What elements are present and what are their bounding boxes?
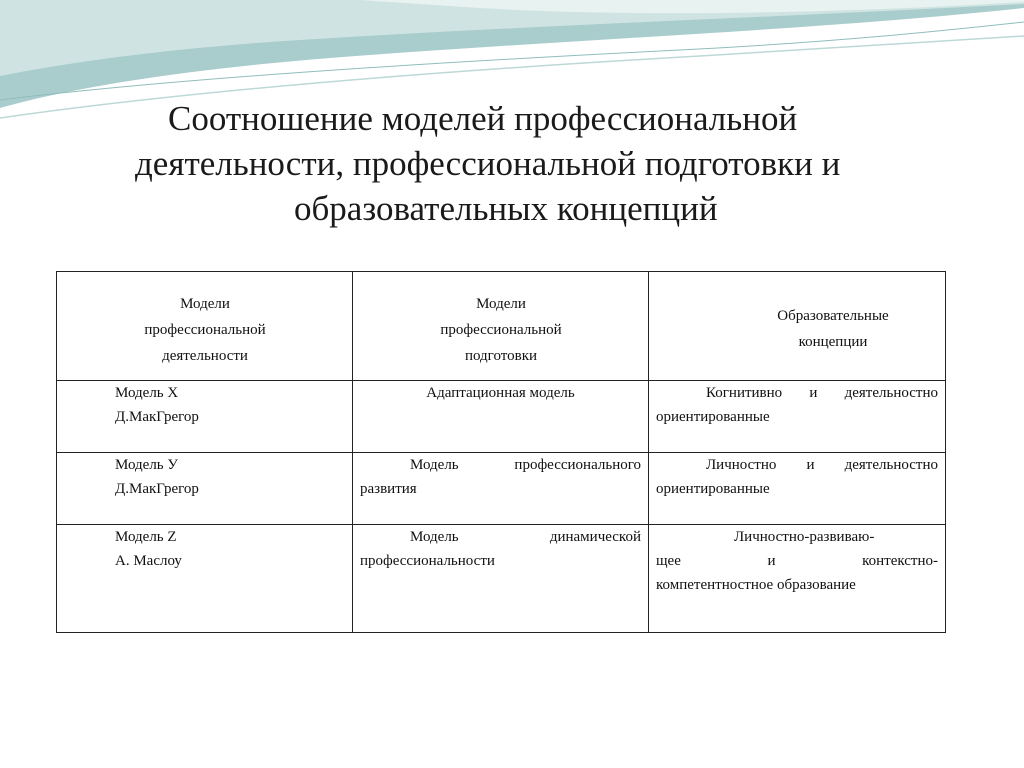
header-line: Модели [476, 296, 526, 312]
header-cell-text [753, 303, 913, 355]
concept-line: ориентированные [656, 481, 770, 497]
header-cell-text [57, 291, 353, 369]
header-line: деятельности [162, 348, 248, 364]
header-educational-concepts [649, 272, 946, 381]
title-line-2: деятельности, профессиональной подготовки и [135, 144, 841, 183]
table-row [57, 453, 946, 525]
header-line: Модели [180, 296, 230, 312]
title-line-3: образовательных концепций [294, 189, 718, 228]
header-professional-activity [57, 272, 353, 381]
cell-concept [649, 525, 946, 633]
training-line: профессиональности [360, 553, 495, 569]
header-cell-text [353, 291, 649, 369]
cell-training [353, 525, 649, 633]
cell-model [57, 381, 353, 453]
model-author: Д.МакГрегор [115, 481, 199, 497]
training-line: развития [360, 481, 417, 497]
training-line: Модель профессионального [410, 457, 641, 473]
cell-concept [649, 453, 946, 525]
concept-line: Когнитивно и деятельностно [706, 385, 938, 401]
header-line: профессиональной [144, 322, 266, 338]
model-author: А. Маслоу [115, 553, 182, 569]
model-name: Модель Х [115, 385, 179, 401]
table-header-row [57, 272, 946, 381]
slide-title [90, 96, 970, 231]
concept-line: ориентированные [656, 409, 770, 425]
model-name: Модель Z [115, 529, 177, 545]
models-comparison-table [56, 271, 946, 633]
concept-line: Личностно и деятельностно [706, 457, 938, 473]
cell-model [57, 525, 353, 633]
table-row [57, 525, 946, 633]
cell-training [353, 453, 649, 525]
cell-model [57, 453, 353, 525]
header-line: подготовки [464, 348, 538, 364]
training-line: Модель динамической [410, 529, 641, 545]
model-author: Д.МакГрегор [115, 409, 199, 425]
header-professional-training [353, 272, 649, 381]
header-line: концепции [798, 334, 868, 350]
cell-concept [649, 381, 946, 453]
concept-line: компетентностное образование [656, 577, 856, 593]
header-line: Образовательные [777, 308, 889, 324]
training-text: Адаптационная модель [426, 385, 575, 401]
header-line: профессиональной [440, 322, 562, 338]
table-row [57, 381, 946, 453]
concept-line: щее и контекстно- [656, 553, 938, 569]
concept-line: Личностно-развиваю- [734, 529, 875, 545]
title-line-1: Соотношение моделей профессиональной [168, 99, 798, 138]
cell-training [353, 381, 649, 453]
model-name: Модель У [115, 457, 179, 473]
